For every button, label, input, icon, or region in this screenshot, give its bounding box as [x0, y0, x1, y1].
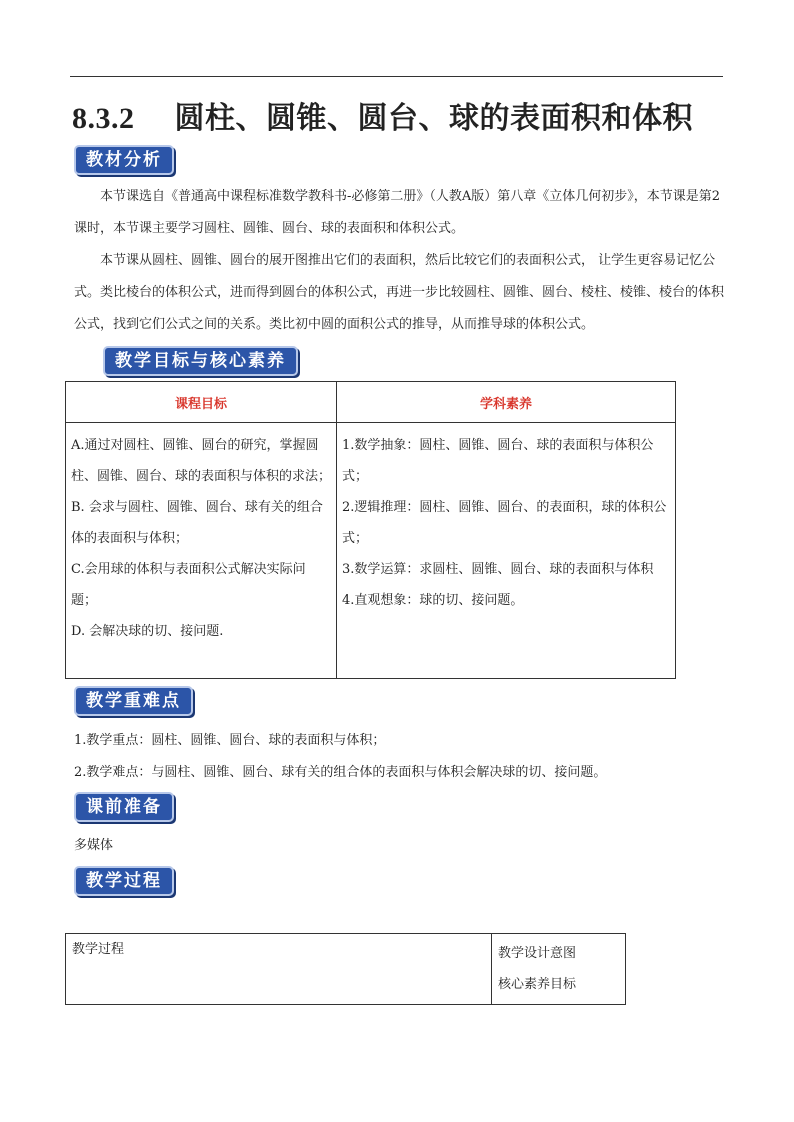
- badge-process: 教学过程: [74, 866, 174, 896]
- section-number: 8.3.2: [72, 102, 135, 135]
- goals-table: [65, 381, 676, 679]
- literacy-item: 1.数学抽象：圆柱、圆锥、圆台、球的表面积与体积公式；: [342, 438, 654, 484]
- badge-keypoints: 教学重难点: [74, 686, 193, 716]
- goal-item: A.通过对圆柱、圆锥、圆台的研究，掌握圆柱、圆锥、圆台、球的表面积与体积的求法；: [71, 438, 332, 484]
- badge-analysis: 教材分析: [74, 145, 174, 175]
- badge-goals: 教学目标与核心素养: [103, 346, 298, 376]
- process-right-cell: [492, 934, 626, 1005]
- analysis-paragraph-1: 本节课选自《普通高中课程标准数学教科书-必修第二册》（人教A版）第八章《立体几何初步》，本节课是第2课时，本节课主要学习圆柱、圆锥、圆台、球的表面积和体积公式。: [74, 189, 721, 236]
- keypoint-1: 1.教学重点：圆柱、圆锥、圆台、球的表面积与体积；: [74, 733, 386, 748]
- analysis-paragraph-2: 本节课从圆柱、圆锥、圆台的展开图推出它们的表面积，然后比较它们的表面积公式， 让学生更容易记忆公式。类比棱台的体积公式，进而得到圆台的体积公式，再进一步比较圆柱、圆锥、圆台、棱柱、棱锥、棱台的体积公式，找到它们公式之间的关系。类比初中圆的面积公式的推导，从而推导球的体积公式。: [74, 253, 725, 332]
- goals-header-left: 课程目标: [66, 382, 337, 423]
- goals-header-right: 学科素养: [337, 382, 676, 423]
- title-text: 圆柱、圆锥、圆台、球的表面积和体积: [174, 101, 693, 136]
- badge-prep: 课前准备: [74, 792, 174, 822]
- goal-item: D. 会解决球的切、接问题.: [71, 624, 224, 639]
- process-left-cell: 教学过程: [66, 934, 492, 1005]
- keypoint-2: 2.教学难点：与圆柱、圆锥、圆台、球有关的组合体的表面积与体积会解决球的切、接问题。: [74, 765, 607, 780]
- goals-right-cell: [337, 423, 676, 679]
- goals-left-cell: [66, 423, 337, 679]
- goal-item: C.会用球的体积与表面积公式解决实际问题；: [71, 562, 306, 608]
- literacy-item: 3.数学运算：求圆柱、圆锥、圆台、球的表面积与体积: [342, 562, 654, 577]
- core-literacy-label: 核心素养目标: [498, 977, 577, 992]
- literacy-item: 2.逻辑推理：圆柱、圆锥、圆台、的表面积，球的体积公式；: [342, 500, 667, 546]
- top-rule: [70, 76, 723, 77]
- literacy-item: 4.直观想象：球的切、接问题。: [342, 593, 524, 608]
- design-intent-label: 教学设计意图: [498, 946, 577, 961]
- goal-item: B. 会求与圆柱、圆锥、圆台、球有关的组合体的表面积与体积；: [71, 500, 323, 546]
- page-title: [72, 93, 693, 137]
- process-table: [65, 933, 626, 1005]
- prep-text: 多媒体: [74, 838, 114, 853]
